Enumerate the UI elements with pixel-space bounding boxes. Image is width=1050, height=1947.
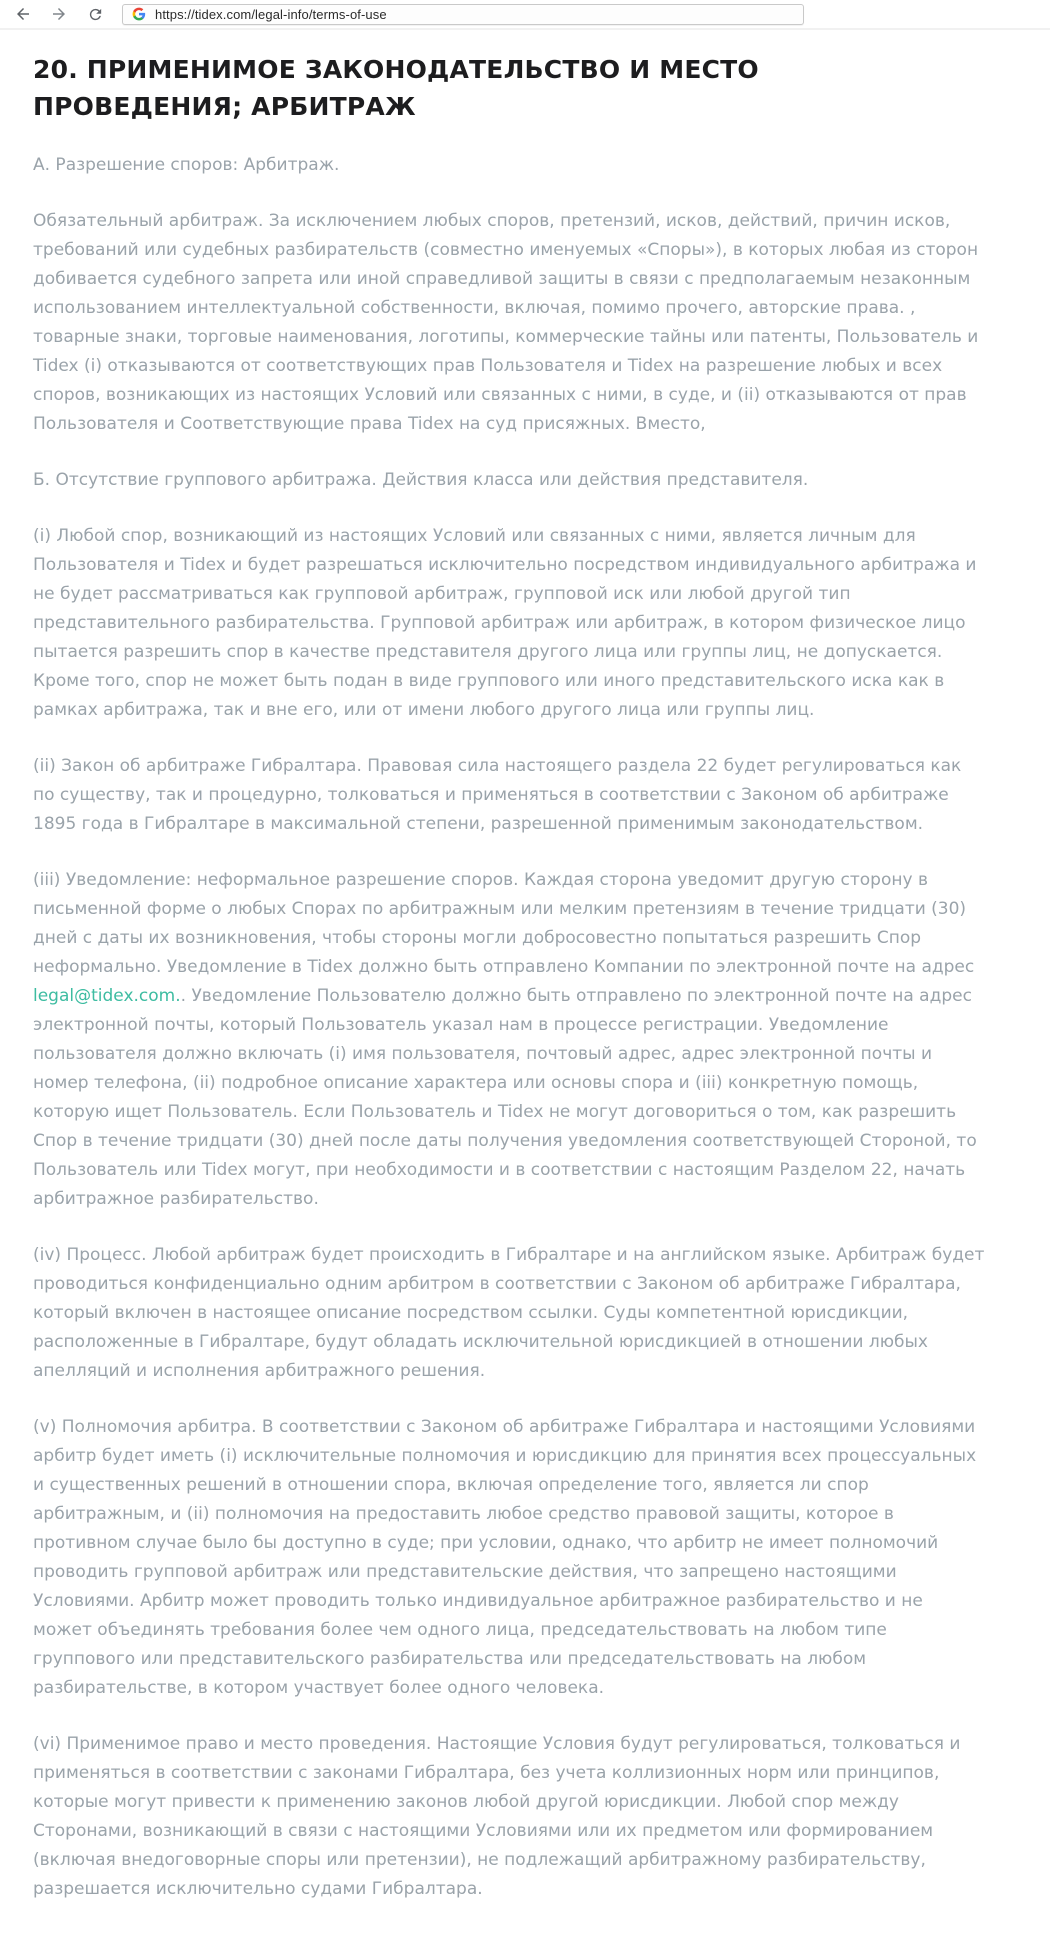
forward-icon[interactable]: [46, 1, 72, 27]
paragraph-i-individual-arbitration: (i) Любой спор, возникающий из настоящих Условий или связанных с ними, является личным для Пользователя и Tidex и будет разрешаться исключительно посредством индивидуального арбитража и не будет рассматриваться как групповой арбитраж, групповой иск или любой другой тип представительного разбирательства. Групповой арбитраж или арбитраж, в котором физическое лицо пытается разрешить спор в качестве представителя другого лица или группы лиц, не допускается. Кроме того, спор не может быть подан в виде группового или иного представительского иска как в рамках арбитража, так и вне его, или от имени любого другого лица или группы лиц.: [33, 526, 977, 720]
section-a-label: А. Разрешение споров: Арбитраж.: [33, 155, 340, 175]
paragraph-mandatory-arbitration: Обязательный арбитраж. За исключением любых споров, претензий, исков, действий, причин исков, требований или судебных разбирательств (совместно именуемых «Споры»), в которых любая из сторон добивается судебного запрета или иной справедливой защиты в связи с предполагаемым незаконным использованием интеллектуальной собственности, включая, помимо прочего, авторские права. , товарные знаки, торговые наименования, логотипы, коммерческие тайны или патенты, Пользователь и Tidex (i) отказываются от соответствующих прав Пользователя и Tidex на разрешение любых и всех споров, возникающих из настоящих Условий или связанных с ними, в суде, и (ii) отказываются от прав Пользователя и Соответствующие права Tidex на суд присяжных. Вместо,: [33, 211, 979, 434]
url-bar[interactable]: [122, 4, 804, 25]
refresh-icon[interactable]: [82, 1, 108, 27]
paragraph-ii-gibraltar-arbitration-act: (ii) Закон об арбитраже Гибралтара. Правовая сила настоящего раздела 22 будет регулироваться как по существу, так и процедурно, толковаться и применяться в соответствии с Законом об арбитраже 1895 года в Гибралтаре в максимальной степени, разрешенной применимым законодательством.: [33, 756, 962, 834]
paragraph-vi-governing-law-venue: (vi) Применимое право и место проведения. Настоящие Условия будут регулироваться, толковаться и применяться в соответствии с законами Гибралтара, без учета коллизионных норм или принципов, которые могут привести к применению законов любой другой юрисдикции. Любой спор между Сторонами, возникающий в связи с настоящими Условиями или их предметом или формированием (включая внедоговорные споры или претензии), не подлежащий арбитражному разбирательству, разрешается исключительно судами Гибралтара.: [33, 1734, 961, 1899]
section-b-label: Б. Отсутствие группового арбитража. Действия класса или действия представителя.: [33, 470, 809, 490]
terms-document: [0, 30, 1018, 1904]
google-g-icon: [132, 7, 146, 21]
email-link[interactable]: legal@tidex.com.: [33, 986, 181, 1006]
url-text: https://tidex.com/legal-info/terms-of-use: [155, 6, 387, 22]
back-icon[interactable]: [10, 1, 36, 27]
paragraph-iv-process: (iv) Процесс. Любой арбитраж будет происходить в Гибралтаре и на английском языке. Арбитраж будет проводиться конфиденциально одним арбитром в соответствии с Законом об арбитраже Гибралтара, который включен в настоящее описание посредством ссылки. Суды компетентной юрисдикции, расположенные в Гибралтаре, будут обладать исключительной юрисдикцией в отношении любых апелляций и исполнения арбитражного решения.: [33, 1245, 985, 1381]
page-title: 20. ПРИМЕНИМОЕ ЗАКОНОДАТЕЛЬСТВО И МЕСТО ПРОВЕДЕНИЯ; АРБИТРАЖ: [33, 55, 759, 121]
paragraph-iii-notice-informal-resolution: [33, 866, 985, 1214]
paragraph-iii-text-before-link: (iii) Уведомление: неформальное разрешение споров. Каждая сторона уведомит другую сторону в письменной форме о любых Спорах по арбитражным или мелким претензиям в течение тридцати (30) дней с даты их возникновения, чтобы стороны могли добросовестно попытаться разрешить Спор неформально. Уведомление в Tidex должно быть отправлено Компании по электронной почте на адрес: [33, 870, 975, 977]
paragraph-iii-text-after-link: . Уведомление Пользователю должно быть отправлено по электронной почте на адрес электронной почты, который Пользователь указал нам в процессе регистрации. Уведомление пользователя должно включать (i) имя пользователя, почтовый адрес, адрес электронной почты и номер телефона, (ii) подробное описание характера или основы спора и (iii) конкретную помощь, которую ищет Пользователь. Если Пользователь и Tidex не могут договориться о том, как разрешить Спор в течение тридцати (30) дней после даты получения уведомления соответствующей Стороной, то Пользователь или Tidex могут, при необходимости и в соответствии с настоящим Разделом 22, начать арбитражное разбирательство.: [33, 986, 977, 1209]
browser-toolbar: [0, 0, 1050, 30]
paragraph-v-arbitrator-authority: (v) Полномочия арбитра. В соответствии с Законом об арбитраже Гибралтара и настоящими Условиями арбитр будет иметь (i) исключительные полномочия и юрисдикцию для принятия всех процессуальных и существенных решений в отношении спора, включая определение того, является ли спор арбитражным, и (ii) полномочия на предоставить любое средство правовой защиты, которое в противном случае было бы доступно в суде; при условии, однако, что арбитр не имеет полномочий проводить групповой арбитраж или представительские действия, что запрещено настоящими Условиями. Арбитр может проводить только индивидуальное арбитражное разбирательство и не может объединять требования более чем одного лица, председательствовать на любом типе группового или представительского разбирательства или председательствовать на любом разбирательстве, в котором участвует более одного человека.: [33, 1417, 977, 1698]
